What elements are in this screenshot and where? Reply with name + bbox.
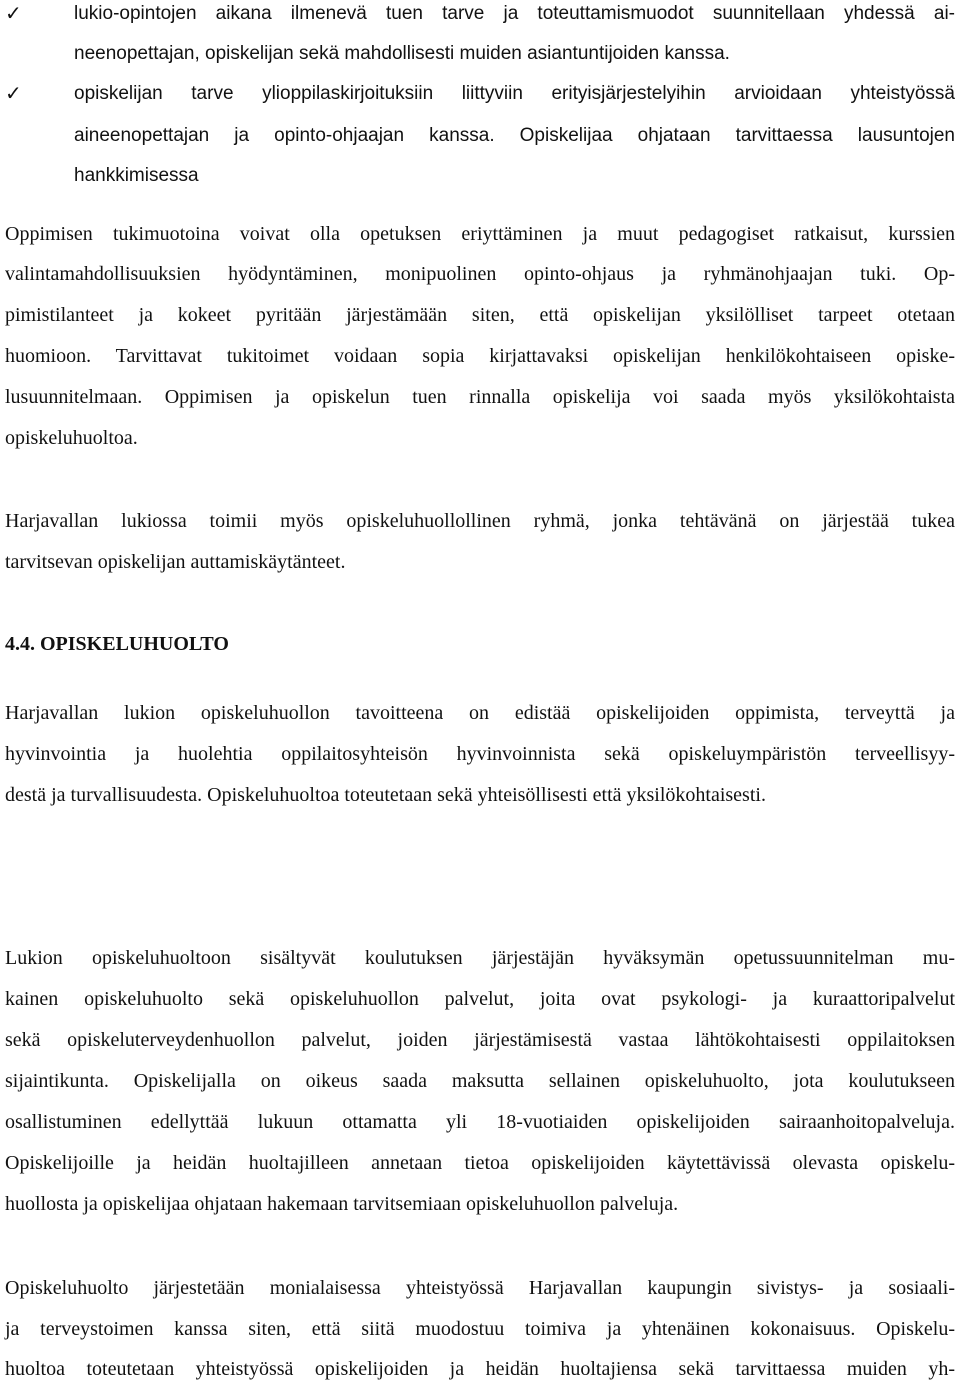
paragraph-1-line: pimistilanteet ja kokeet pyritään järjestämään siten, että opiskelijan yksilölliset tarpeet otetaan bbox=[5, 304, 955, 326]
section-heading: 4.4. OPISKELUHUOLTO bbox=[5, 633, 229, 655]
paragraph-4-line: osallistuminen edellyttää lukuun ottamatta yli 18-vuotiaiden opiskelijoiden sairaanhoitopalveluja. bbox=[5, 1111, 955, 1133]
paragraph-4-line: Lukion opiskeluhuoltoon sisältyvät koulutuksen järjestäjän hyväksymän opetussuunnitelman mu- bbox=[5, 947, 955, 969]
paragraph-4-line: huollosta ja opiskelijaa ohjataan hakemaan tarvitsemiaan opiskeluhuollon palveluja. bbox=[5, 1193, 679, 1215]
paragraph-4-line: sekä opiskeluterveydenhuollon palvelut, joiden järjestämisestä vastaa lähtökohtaisesti oppilaitoksen bbox=[5, 1029, 955, 1051]
paragraph-5-line: huoltoa toteutetaan yhteistyössä opiskelijoiden ja heidän huoltajiensa sekä tarvittaessa muiden yh- bbox=[5, 1358, 955, 1380]
checkmark-icon: ✓ bbox=[5, 3, 22, 25]
paragraph-1-line: lusuunnitelmaan. Oppimisen ja opiskelun tuen rinnalla opiskelija voi saada myös yksilökohtaista bbox=[5, 386, 955, 408]
paragraph-4-line: Opiskelijoille ja heidän huoltajilleen annetaan tietoa opiskelijoiden käytettävissä olevasta opiskelu- bbox=[5, 1152, 955, 1174]
paragraph-2-line: Harjavallan lukiossa toimii myös opiskeluhuollollinen ryhmä, jonka tehtävänä on järjestää tukea bbox=[5, 510, 955, 532]
paragraph-3-line: destä ja turvallisuudesta. Opiskeluhuoltoa toteutetaan sekä yhteisöllisesti että yksilökohtaisesti. bbox=[5, 784, 766, 806]
paragraph-3-line: hyvinvointia ja huolehtia oppilaitosyhteisön hyvinvoinnista sekä opiskeluympäristön terveellisyy- bbox=[5, 743, 955, 765]
paragraph-2-line: tarvitsevan opiskelijan auttamiskäytänteet. bbox=[5, 551, 346, 573]
paragraph-1-line: valintamahdollisuuksien hyödyntäminen, monipuolinen opinto-ohjaus ja ryhmänohjaajan tuki. Op- bbox=[5, 263, 955, 285]
paragraph-1-line: Oppimisen tukimuotoina voivat olla opetuksen eriyttäminen ja muut pedagogiset ratkaisut, kurssien bbox=[5, 223, 955, 245]
bullet-2-line-1: opiskelijan tarve ylioppilaskirjoituksiin liittyviin erityisjärjestelyihin arvioidaan yhteistyössä bbox=[74, 83, 955, 104]
paragraph-1-line: huomioon. Tarvittavat tukitoimet voidaan sopia kirjattavaksi opiskelijan henkilökohtaiseen opiske- bbox=[5, 345, 955, 367]
bullet-2-line-2: aineenopettajan ja opinto-ohjaajan kanssa. Opiskelijaa ohjataan tarvittaessa lausuntojen bbox=[74, 125, 955, 146]
paragraph-5-line: Opiskeluhuolto järjestetään monialaisessa yhteistyössä Harjavallan kaupungin sivistys- ja sosiaali- bbox=[5, 1277, 955, 1299]
bullet-2-line-3: hankkimisessa bbox=[74, 165, 199, 186]
paragraph-1-line: opiskeluhuoltoa. bbox=[5, 427, 138, 449]
paragraph-4-line: sijaintikunta. Opiskelijalla on oikeus saada maksutta sellainen opiskeluhuolto, jota koulutukseen bbox=[5, 1070, 955, 1092]
paragraph-5-line: ja terveystoimen kanssa siten, että siitä muodostuu toimiva ja yhtenäinen kokonaisuus. Opiskelu- bbox=[5, 1318, 955, 1340]
paragraph-3-line: Harjavallan lukion opiskeluhuollon tavoitteena on edistää opiskelijoiden oppimista, terveyttä ja bbox=[5, 702, 955, 724]
bullet-1-line-2: neenopettajan, opiskelijan sekä mahdollisesti muiden asiantuntijoiden kanssa. bbox=[74, 43, 730, 64]
checkmark-icon: ✓ bbox=[5, 83, 22, 105]
bullet-1-line-1: lukio-opintojen aikana ilmenevä tuen tarve ja toteuttamismuodot suunnitellaan yhdessä ai- bbox=[74, 3, 955, 24]
paragraph-4-line: kainen opiskeluhuolto sekä opiskeluhuollon palvelut, joita ovat psykologi- ja kuraattoripalvelut bbox=[5, 988, 955, 1010]
